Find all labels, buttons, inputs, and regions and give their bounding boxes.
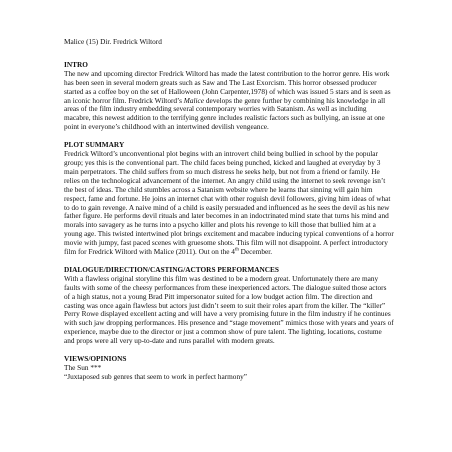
dialogue-heading: DIALOGUE/DIRECTION/CASTING/ACTORS PERFORMANCES <box>64 264 279 274</box>
plot-text-end: December. <box>238 247 273 257</box>
intro-text-start: The new and upcoming director Fredrick Wiltord has made the latest contribution to the horror genre. His work has been seen in several modern greats such as Saw and The Last Exorcism. This horror obsessed producer started as a coffee boy on the set of Halloween (John Carpenter,1978) of which was issued 5 stars and is seen as an iconic horror film. Fredrick Wiltord’s <box>64 68 391 105</box>
intro-heading: INTRO <box>64 59 88 69</box>
intro-film-title: Malice <box>183 95 205 105</box>
intro-paragraph <box>64 70 394 132</box>
views-source-rating: The Sun *** <box>64 363 102 372</box>
views-quote: “Juxtaposed sub genres that seem to work in perfect harmony” <box>64 371 247 381</box>
plot-section <box>64 141 394 257</box>
dialogue-section <box>64 266 394 346</box>
dialogue-paragraph: With a flawless original storyline this film was destined to be a modern great. Unfortunately there are many faults with some of the cheesy performances from these inexperienced actors. The dialogue suited those actors of a high status, not a young Brad Pitt impersonator suited for a low budget action film. The direction and casting was once again flawless but actors just didn’t seem to suit their roles apart from the killer. The “killer” Perry Rowe displayed excellent acting and will have a very promising future in the film industry if he continues with such jaw dropping performances. His presence and “stage movement” mimics those with years and years of experience, maybe due to the director or just a common show of pure talent. The lighting, locations, costume and props were all very up-to-date and runs parallel with modern greats. <box>64 273 394 346</box>
plot-date-suffix: th <box>234 247 239 253</box>
plot-heading: PLOT SUMMARY <box>64 140 125 150</box>
document-page <box>64 38 394 382</box>
views-section <box>64 355 394 382</box>
document-title: Malice (15) Dir. Fredrick Wiltord <box>64 37 162 46</box>
intro-text-end: develops the genre further by combining his knowledge in all areas of the film industry embedding several contemporary worries with Satanism. As well as including macabre, this newest addition to the terrifying genre includes realistic factors such as bullying, an issue at one point in everyone’s childhood with an intertwined devilish vengeance. <box>64 95 386 132</box>
intro-section <box>64 61 394 132</box>
plot-text: Fredrick Wiltord’s unconventional plot begins with an introvert child being bullied in school by the popular group; yes this is the conventional part. The child faces being punched, kicked and laughed at everyday by 3 main perpetrators. The child suffers from so much distress he seeks help, but not from a friend or family. He relies on the technological advancement of the internet. An angry child using the internet to seek revenge isn’t the best of ideas. The child stumbles across a Satanism website where he learns that sinning will gain him respect, fame and fortune. He joins an internet chat with other roguish devil followers, giving him ideas of what to do to gain revenge. A naive mind of a child is easily persuaded and influenced as he sees the devil as his new father figure. He performs devil rituals and later becomes in an indoctrinated mind state that turns his mind and morals into savagery as he turns into a psycho killer and plots his revenge to kill those that bullied him at a young age. This twisted intertwined plot brings excitement and macabre inducing typical conventions of a horror movie with jumpy, fast paced scenes with gruesome shots. This film will not disappoint. A perfect introductory film for Fredrick Wiltord with Malice (2011). Out on the 4 <box>64 149 394 257</box>
plot-paragraph <box>64 150 394 257</box>
views-heading: VIEWS/OPINIONS <box>64 354 127 364</box>
